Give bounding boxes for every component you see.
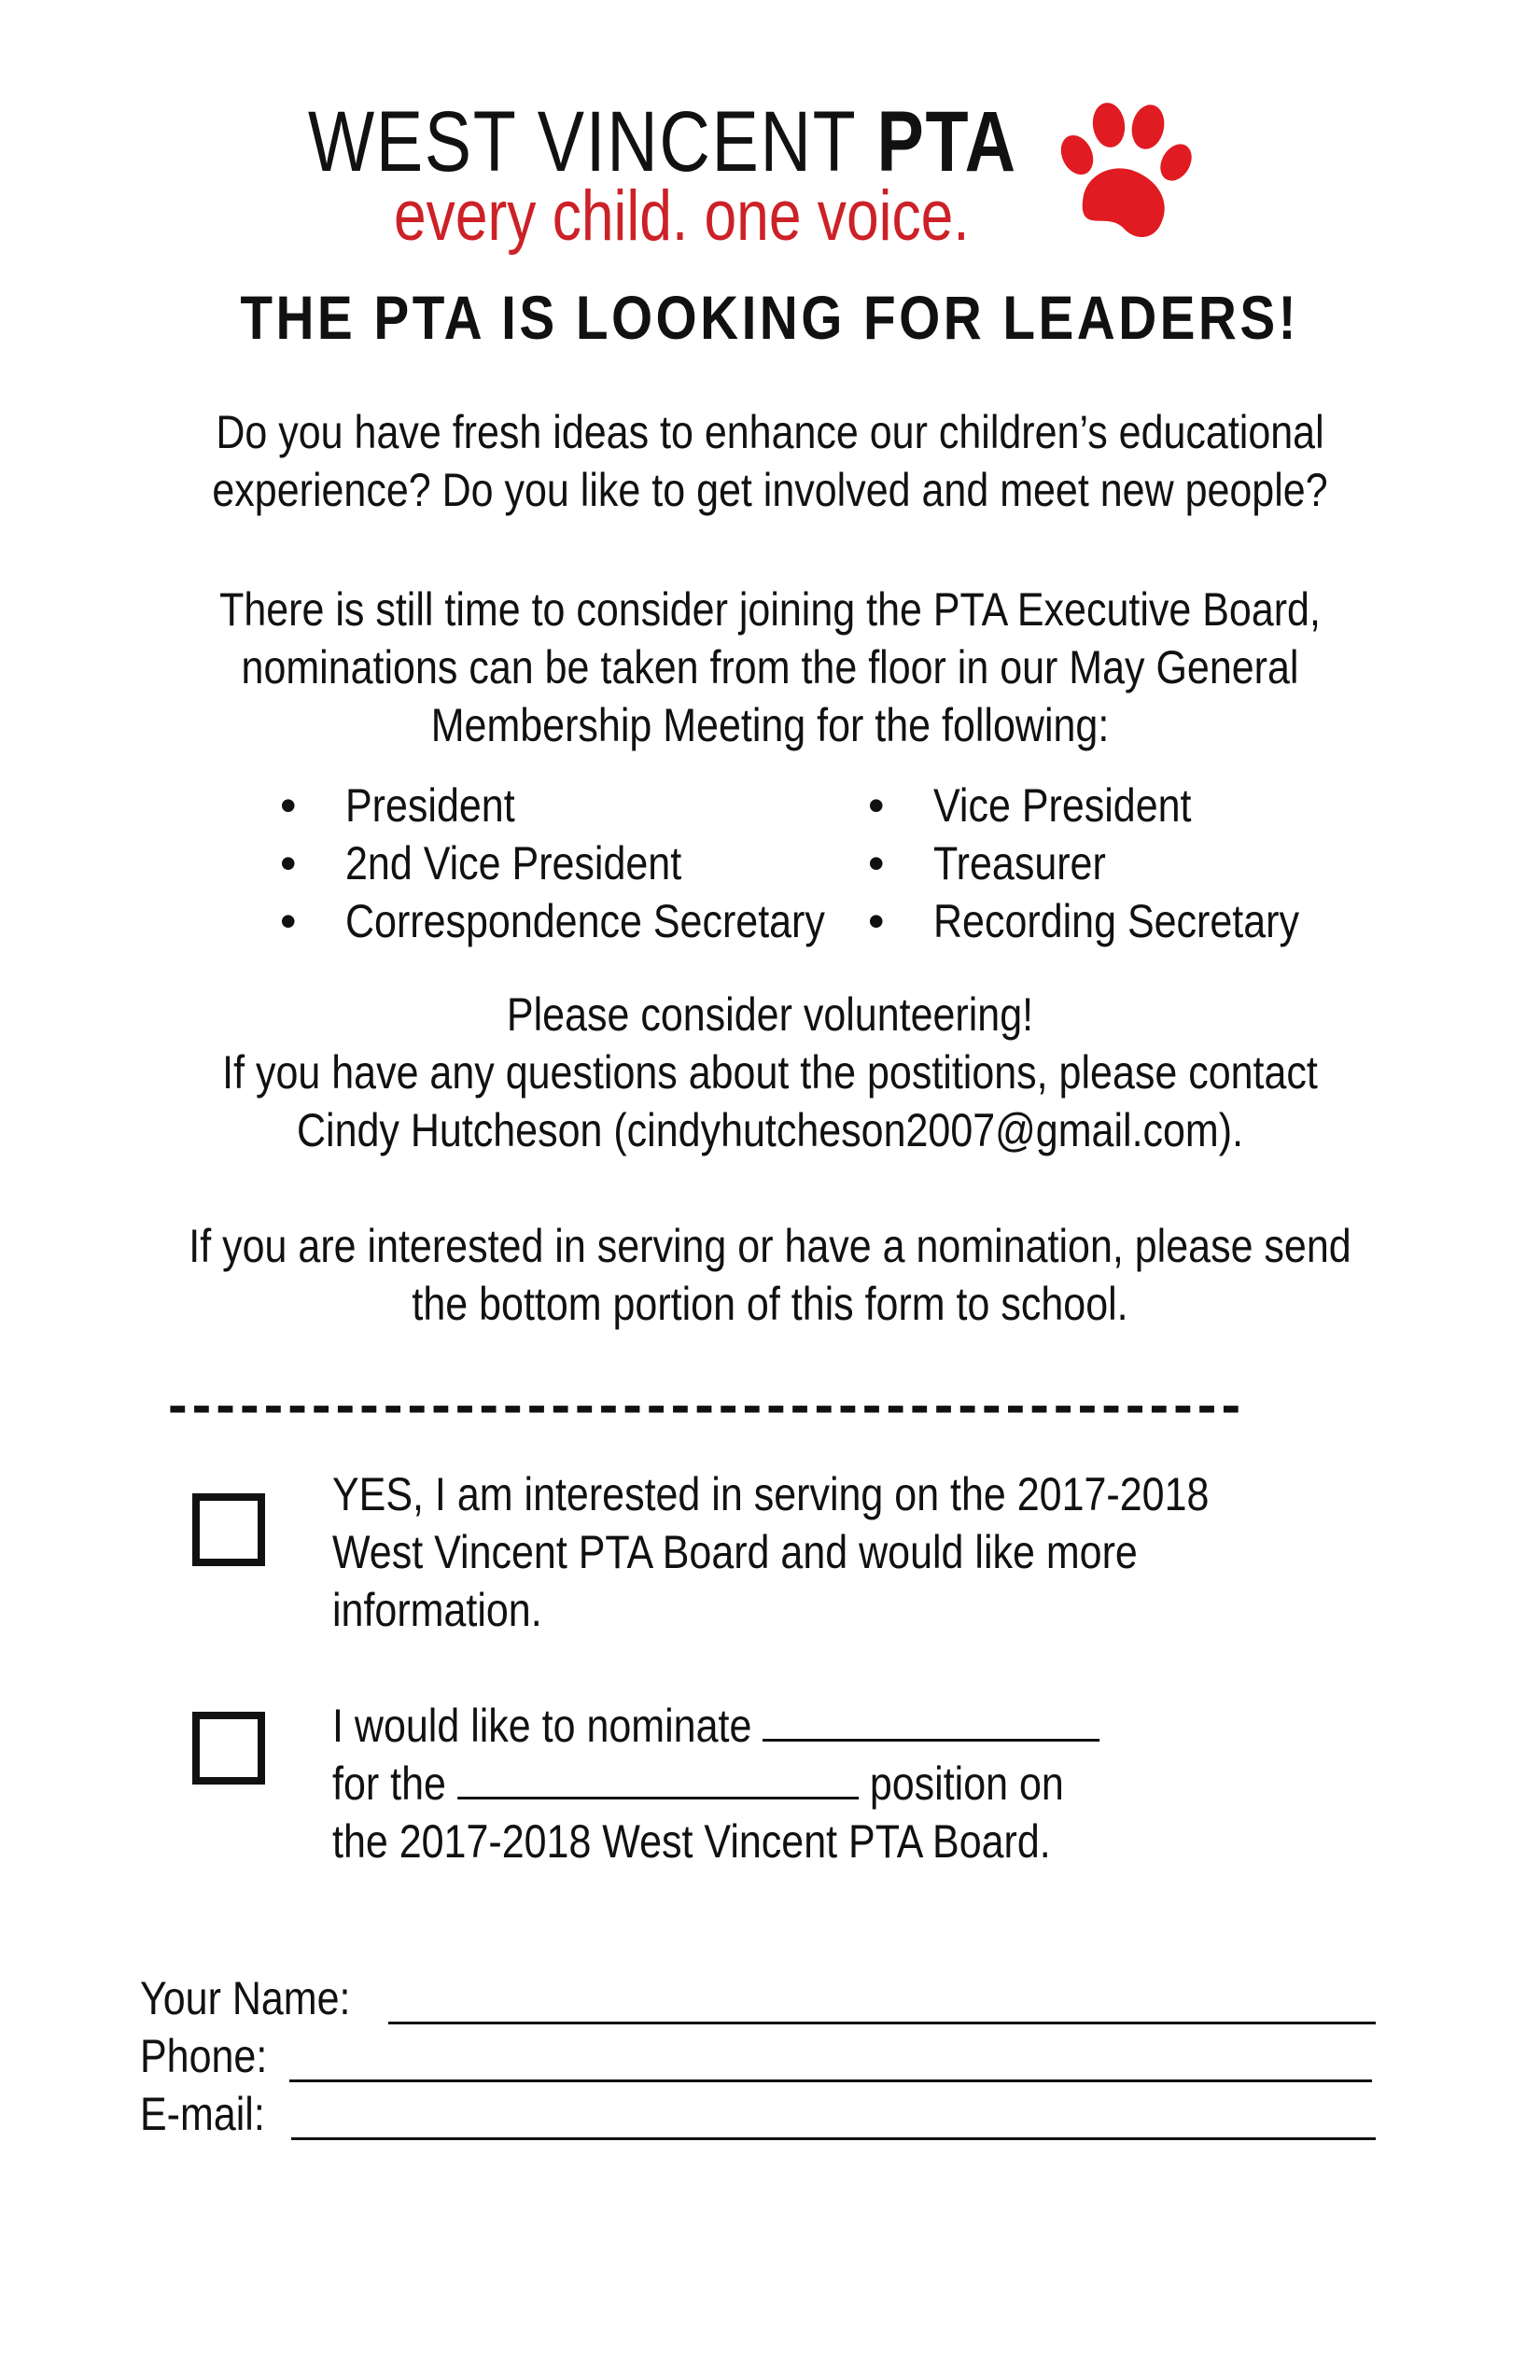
volunteer-paragraph — [93, 986, 1447, 1159]
org-name-regular: WEST VINCENT — [308, 94, 877, 189]
option2-line-3: the 2017-2018 West Vincent PTA Board. — [332, 1815, 1051, 1868]
nominations-line-1: There is still time to consider joining the PTA Executive Board, — [219, 583, 1321, 636]
nominations-paragraph — [93, 581, 1447, 754]
org-tagline: every child. one voice. — [394, 176, 970, 256]
name-field-label: Your Name: — [140, 1972, 351, 2024]
position-item: • President — [280, 777, 859, 834]
option2-line-1: I would like to nominate — [332, 1700, 752, 1752]
nominee-position-blank[interactable] — [457, 1756, 859, 1799]
page-headline — [0, 282, 1540, 353]
nominee-name-blank[interactable] — [763, 1698, 1099, 1742]
paw-print-icon — [1055, 97, 1195, 246]
position-item: • Recording Secretary — [868, 892, 1391, 950]
positions-list-left — [280, 777, 859, 950]
nominations-line-2: nominations can be taken from the floor in our May General — [241, 641, 1299, 693]
nominate-option-text — [332, 1697, 1415, 1870]
volunteer-line-1: Please consider volunteering! — [506, 988, 1034, 1041]
nominate-checkbox[interactable] — [192, 1712, 265, 1785]
option1-line-1: YES, I am interested in serving on the 2017-2018 — [332, 1468, 1210, 1520]
name-field-line[interactable] — [388, 2022, 1376, 2024]
volunteer-line-2: If you have any questions about the postitions, please contact — [222, 1046, 1318, 1099]
pta-logo — [308, 93, 1241, 261]
tear-off-dashed-line: --------------------------------------------- — [168, 1373, 1246, 1428]
option1-line-2: West Vincent PTA Board and would like more — [332, 1526, 1138, 1578]
positions-list-right — [868, 777, 1391, 950]
intro-line-2: experience? Do you like to get involved and meet new people? — [212, 464, 1328, 516]
headline-text: THE PTA IS LOOKING FOR LEADERS! — [240, 283, 1300, 352]
volunteer-line-3: Cindy Hutcheson (cindyhutcheson2007@gmail.com). — [296, 1104, 1244, 1156]
send-paragraph — [93, 1217, 1447, 1333]
phone-field-line[interactable] — [289, 2079, 1372, 2082]
option2-line-2-prefix: for the — [332, 1757, 446, 1810]
intro-line-1: Do you have fresh ideas to enhance our children’s educational — [216, 406, 1324, 458]
option1-line-3: information. — [332, 1584, 542, 1636]
intro-paragraph — [93, 403, 1447, 519]
org-name-bold: PTA — [876, 94, 1017, 189]
interested-checkbox[interactable] — [192, 1493, 265, 1566]
nominations-line-3: Membership Meeting for the following: — [430, 699, 1110, 751]
interested-option-text — [332, 1465, 1415, 1639]
position-item: • Treasurer — [868, 834, 1391, 892]
option2-line-2-suffix: position on — [869, 1757, 1064, 1810]
position-item: • Correspondence Secretary — [280, 892, 859, 950]
position-item: • Vice President — [868, 777, 1391, 834]
send-line-1: If you are interested in serving or have a nomination, please send — [189, 1220, 1351, 1272]
send-line-2: the bottom portion of this form to school. — [412, 1278, 1128, 1330]
phone-field-label: Phone: — [140, 2030, 268, 2082]
position-item: • 2nd Vice President — [280, 834, 859, 892]
email-field-line[interactable] — [291, 2137, 1376, 2140]
email-field-label: E-mail: — [140, 2088, 265, 2140]
